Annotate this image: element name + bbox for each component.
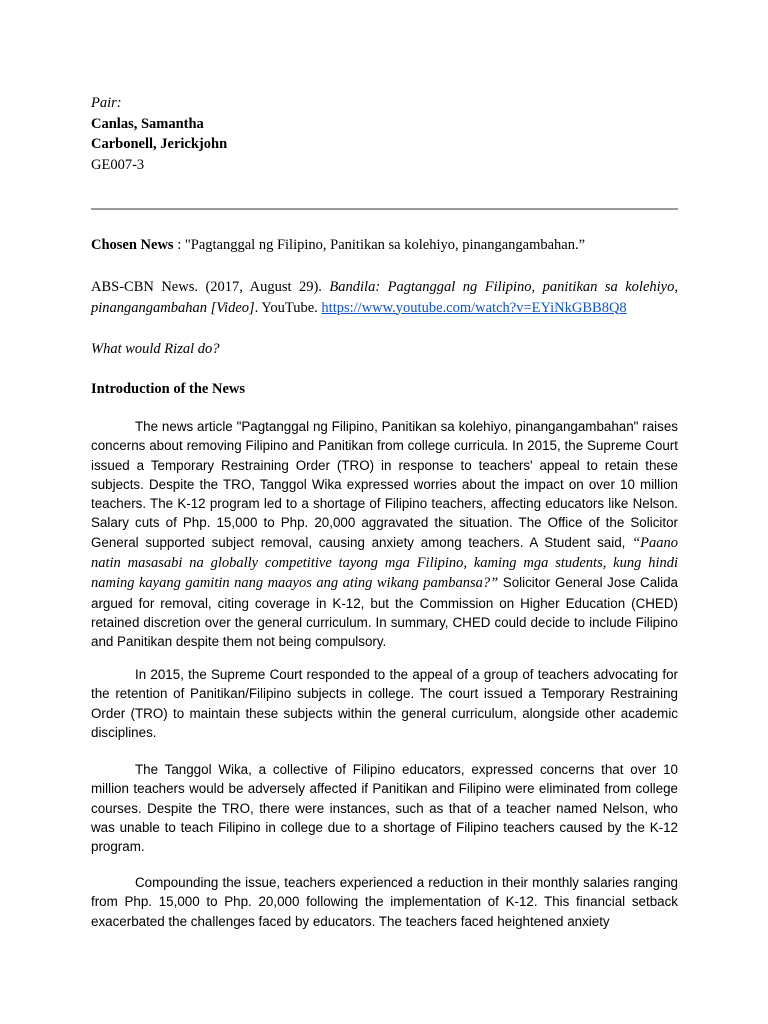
paragraph: Compounding the issue, teachers experienced a reduction in their monthly salaries ranging from Php. 15,000 to Php. 20,000 following the implementation of K-12. This financial setback exacerbated the challenges faced by educators. The teachers faced heightened anxiety — [91, 875, 678, 929]
paragraph: In 2015, the Supreme Court responded to the appeal of a group of teachers advocating for the retention of Panitikan/Filipino subjects in college. The court issued a Temporary Restraining Order (TRO) to maintain these subjects within the general curriculum, alongside other academic disciplines. — [91, 667, 678, 740]
horizontal-divider — [91, 208, 678, 210]
section-code: GE007-3 — [91, 156, 145, 173]
citation-url-link[interactable]: https://www.youtube.com/watch?v=EYiNkGBB8Q8 — [321, 299, 627, 316]
section-heading: Introduction of the News — [91, 381, 245, 397]
author-block — [91, 93, 227, 175]
member-name: Canlas, Samantha — [91, 115, 204, 132]
chosen-news-line — [91, 235, 678, 256]
question-line: What would Rizal do? — [91, 341, 220, 357]
chosen-news-separator: : — [173, 237, 185, 253]
chosen-news-label: Chosen News — [91, 237, 174, 253]
citation-suffix: . YouTube. — [254, 299, 322, 316]
pair-label: Pair: — [91, 95, 122, 111]
student-quote: “Paano natin masasabi na globally competitive tayong mga Filipino, kaming mga students, kung hindi naming kayang gamitin nang maayos ang ating wikang pambansa?” — [91, 534, 678, 592]
citation-title: Bandila: Pagtanggal ng Filipino, panitikan sa kolehiyo, pinangangambahan [Video] — [91, 279, 678, 316]
paragraph — [91, 417, 678, 652]
citation-prefix: ABS-CBN News. (2017, August 29). — [91, 279, 330, 295]
paragraph-text: Solicitor General Jose Calida argued for removal, citing coverage in K-12, but the Commission on Higher Education (CHED) retained discretion over the general curriculum. In summary, CHED could decide to include Filipino and Panitikan despite them not being compulsory. — [91, 575, 678, 650]
paragraph-text: The news article "Pagtanggal ng Filipino, Panitikan sa kolehiyo, pinangangambahan" raises concerns about removing Filipino and Panitikan from college curricula. In 2015, the Supreme Court issued a Temporary Restraining Order (TRO) in response to teachers' appeal to retain these subjects. Despite the TRO, Tanggol Wika expressed worries about the impact on over 10 million teachers. The K-12 program led to a shortage of Filipino teachers, affecting educators like Nelson. Salary cuts of Php. 15,000 to Php. 20,000 aggravated the situation. The Office of the Solicitor General supported subject removal, causing anxiety among teachers. A Student said, — [91, 419, 678, 550]
member-name: Carbonell, Jerickjohn — [91, 136, 228, 152]
chosen-news-title: "Pagtanggal ng Filipino, Panitikan sa kolehiyo, pinangangambahan.” — [184, 237, 586, 253]
paragraph: The Tanggol Wika, a collective of Filipino educators, expressed concerns that over 10 million teachers would be adversely affected if Panitikan and Filipino were eliminated from college courses. Despite the TRO, there were instances, such as that of a teacher named Nelson, who was unable to teach Filipino in college due to a shortage of Filipino teachers caused by the K-12 program. — [91, 762, 678, 855]
citation — [91, 277, 678, 318]
